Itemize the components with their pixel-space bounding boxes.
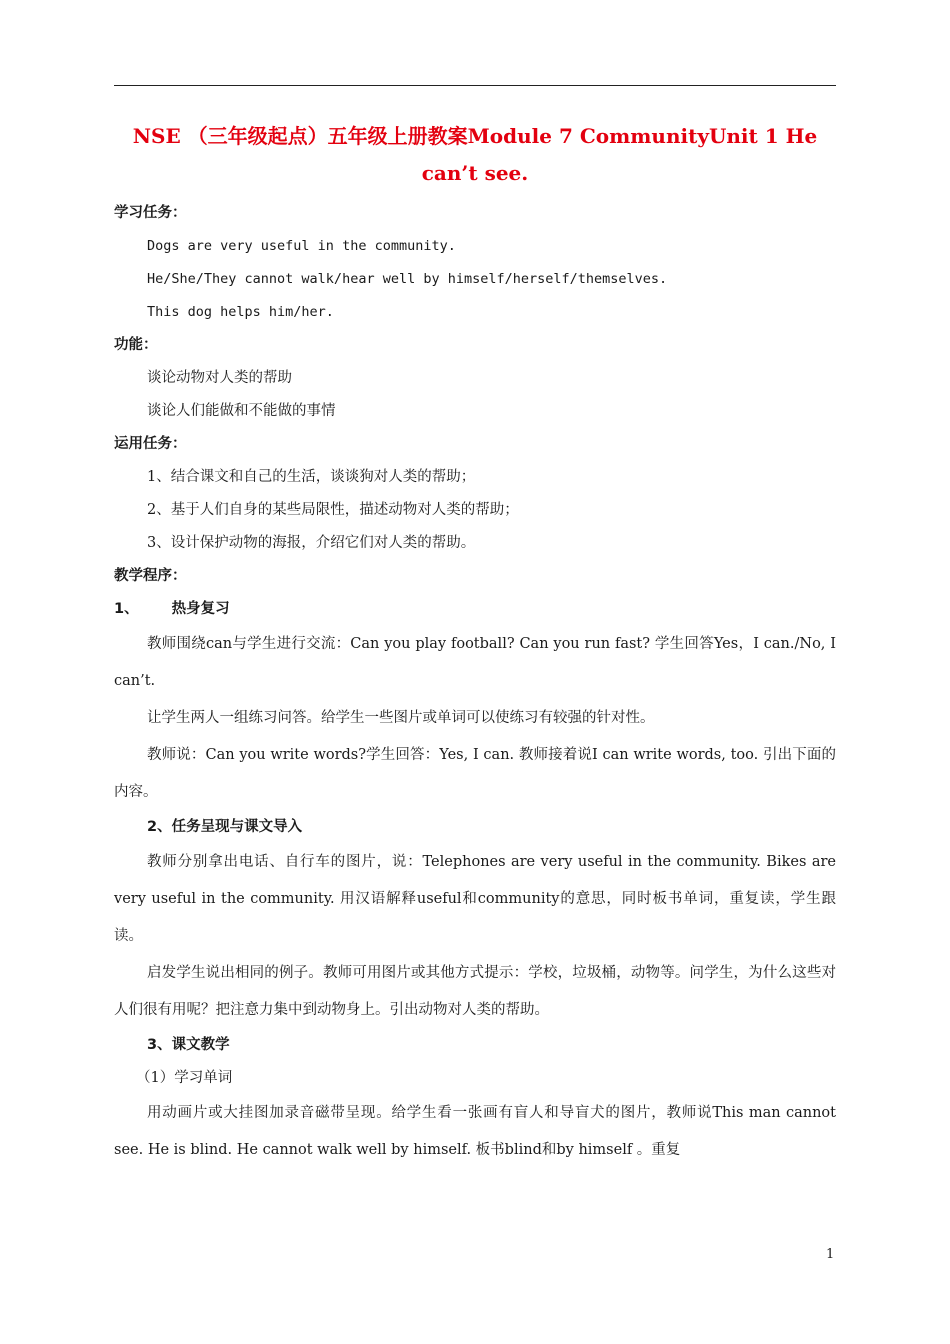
page-number: 1 [826, 1247, 835, 1262]
task-line: Dogs are very useful in the community. [147, 238, 456, 254]
task-line: This dog helps him/her. [147, 304, 334, 320]
task-line: He/She/They cannot walk/hear well by himself/herself/themselves. [147, 271, 668, 287]
step2-paragraph: 启发学生说出相同的例子。教师可用图片或其他方式提示：学校，垃圾桶，动物等。问学生，为什么这些对人们很有用呢？把注意力集中到动物身上。引出动物对人类的帮助。 [114, 965, 836, 1018]
document-body [114, 197, 836, 1169]
application-line: 1、结合课文和自己的生活，谈谈狗对人类的帮助； [147, 469, 476, 485]
section-heading-procedure: 教学程序： [114, 568, 187, 584]
section-heading-application: 运用任务： [114, 436, 187, 452]
step1-number: 1、 [114, 601, 139, 617]
step2-paragraph: 教师分别拿出电话、自行车的图片，说：Telephones are very useful in the community. Bikes are very useful in the community. 用汉语解释useful和community的意思，同时板书单词，重复读，学生跟读。 [114, 854, 836, 944]
step2-heading: 2、任务呈现与课文导入 [147, 819, 303, 835]
header-rule [114, 85, 836, 86]
application-line: 3、设计保护动物的海报，介绍它们对人类的帮助。 [147, 535, 476, 551]
application-line: 2、基于人们自身的某些局限性，描述动物对人类的帮助； [147, 502, 519, 518]
document-title: NSE （三年级起点）五年级上册教案Module 7 CommunityUnit 1 He can’t see. [132, 124, 818, 185]
step1-paragraph: 教师围绕can与学生进行交流：Can you play football? Can you run fast? 学生回答Yes，I can./No, I can’t. [114, 636, 836, 689]
section-heading-functions: 功能： [114, 337, 158, 353]
step1-heading [114, 593, 836, 626]
function-line: 谈论人们能做和不能做的事情 [147, 403, 336, 419]
step3-heading: 3、课文教学 [147, 1037, 230, 1053]
step3-subheading: （1）学习单词 [136, 1070, 233, 1086]
step3-paragraph: 用动画片或大挂图加录音磁带呈现。给学生看一张画有盲人和导盲犬的图片，教师说This man cannot see. He is blind. He cannot walk well by himself. 板书blind和by himself 。重复 [114, 1105, 836, 1158]
step1-title: 热身复习 [171, 601, 230, 617]
section-heading-tasks: 学习任务： [114, 205, 187, 221]
step1-paragraph: 教师说：Can you write words?学生回答：Yes, I can. 教师接着说I can write words, too. 引出下面的内容。 [114, 747, 836, 800]
step1-paragraph: 让学生两人一组练习问答。给学生一些图片或单词可以使练习有较强的针对性。 [147, 710, 655, 726]
function-line: 谈论动物对人类的帮助 [147, 370, 292, 386]
